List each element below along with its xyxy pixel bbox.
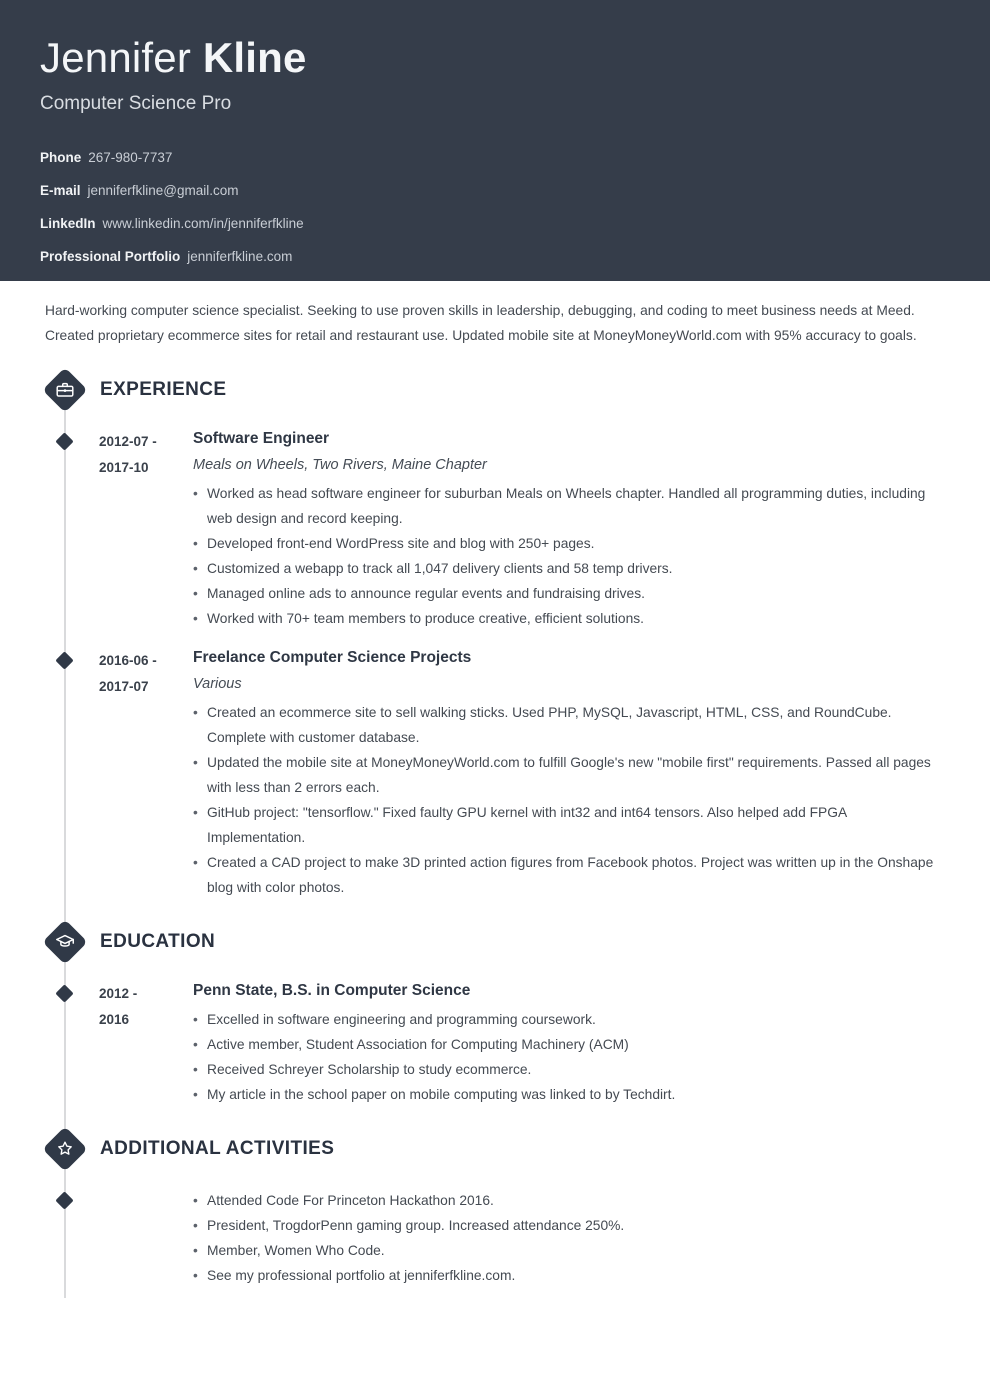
- bullet-list: [193, 481, 948, 631]
- contact-value: 267-980-7737: [88, 150, 173, 166]
- date-end: 2017-07: [99, 679, 149, 694]
- timeline-marker-icon: [55, 432, 73, 450]
- entry-body: [193, 981, 948, 1107]
- entry-dates: [99, 1188, 193, 1288]
- bullet-item: • Customized a webapp to track all 1,047 delivery clients and 58 temp drivers.: [193, 556, 948, 581]
- entry-body: [193, 648, 948, 900]
- bullet-item: • See my professional portfolio at jenniferfkline.com.: [193, 1263, 948, 1288]
- entry: [45, 981, 948, 1107]
- job-title: Computer Science Pro: [40, 93, 232, 115]
- bullet-item: • Updated the mobile site at MoneyMoneyWorld.com to fulfill Google's new "mobile first" requirements. Passed all pages with less than 2 errors each.: [193, 750, 948, 800]
- section-heading: EDUCATION: [100, 931, 216, 952]
- date-start: 2012 -: [99, 986, 138, 1001]
- bullet-item: • Excelled in software engineering and programming coursework.: [193, 1007, 948, 1032]
- graduation-cap-icon: [43, 920, 87, 964]
- section-additional-activities: [45, 1127, 948, 1288]
- contact-label: E-mail: [40, 183, 81, 199]
- entry: [45, 1188, 948, 1288]
- bullet-item: • Attended Code For Princeton Hackathon 2016.: [193, 1188, 948, 1213]
- star-icon: [43, 1127, 87, 1171]
- bullet-item: • Worked with 70+ team members to produce creative, efficient solutions.: [193, 606, 948, 631]
- entry-title: Freelance Computer Science Projects: [193, 649, 472, 666]
- timeline-marker-icon: [55, 1191, 73, 1209]
- bullet-item: • My article in the school paper on mobile computing was linked to by Techdirt.: [193, 1082, 948, 1107]
- date-start: 2012-07 -: [99, 434, 157, 449]
- bullet-list: [193, 1007, 948, 1107]
- timeline-marker-icon: [55, 984, 73, 1002]
- bullet-item: • GitHub project: "tensorflow." Fixed faulty GPU kernel with int32 and int64 tensors. Also helped add FPGA Implementation.: [193, 800, 948, 850]
- date-end: 2016: [99, 1012, 130, 1027]
- bullet-item: • Worked as head software engineer for suburban Meals on Wheels chapter. Handled all programming duties, including web design and record keeping.: [193, 481, 948, 531]
- entry-subtitle: Various: [193, 676, 242, 692]
- bullet-item: • Received Schreyer Scholarship to study ecommerce.: [193, 1057, 948, 1082]
- entry-title: Penn State, B.S. in Computer Science: [193, 982, 471, 999]
- contact-value: jenniferfkline.com: [187, 249, 293, 265]
- bullet-item: • Active member, Student Association for Computing Machinery (ACM): [193, 1032, 948, 1057]
- contact-row-phone: [40, 148, 950, 167]
- entry: [45, 429, 948, 631]
- section-heading: ADDITIONAL ACTIVITIES: [100, 1138, 335, 1159]
- contact-value: jenniferfkline@gmail.com: [87, 183, 239, 199]
- bullet-item: • President, TrogdorPenn gaming group. Increased attendance 250%.: [193, 1213, 948, 1238]
- contact-label: Phone: [40, 150, 82, 166]
- bullet-list: [193, 1188, 948, 1288]
- bullet-list: [193, 700, 948, 900]
- resume-body: [0, 298, 990, 1302]
- contact-label: LinkedIn: [40, 216, 96, 232]
- bullet-item: • Managed online ads to announce regular events and fundraising drives.: [193, 581, 948, 606]
- section-experience: [45, 368, 948, 900]
- section-education: [45, 920, 948, 1107]
- first-name: Jennifer: [40, 34, 192, 81]
- bullet-item: • Created an ecommerce site to sell walking sticks. Used PHP, MySQL, Javascript, HTML, CSS, and RoundCube. Complete with customer database.: [193, 700, 948, 750]
- person-name: [40, 36, 950, 80]
- date-end: 2017-10: [99, 460, 149, 475]
- section-header: [43, 920, 948, 964]
- timeline-marker-icon: [55, 651, 73, 669]
- entry-subtitle: Meals on Wheels, Two Rivers, Maine Chapter: [193, 457, 487, 473]
- section-header: [43, 368, 948, 412]
- timeline-sections: [45, 368, 948, 1302]
- bullet-item: • Created a CAD project to make 3D printed action figures from Facebook photos. Project was written up in the Onshape blog with color photos.: [193, 850, 948, 900]
- contact-value: www.linkedin.com/in/jenniferfkline: [102, 216, 304, 232]
- contact-row-email: [40, 181, 950, 200]
- bullet-item: • Developed front-end WordPress site and blog with 250+ pages.: [193, 531, 948, 556]
- last-name: Kline: [202, 34, 307, 81]
- summary-text: Hard-working computer science specialist. Seeking to use proven skills in leadership, debugging, and coding to meet business needs at Meed. Created proprietary ecommerce sites for retail and restaurant use. Updated mobile site at MoneyMoneyWorld.com with 95% accuracy to goals.: [45, 303, 917, 343]
- entry-body: [193, 429, 948, 631]
- entry-dates: [99, 981, 193, 1107]
- entry-dates: [99, 429, 193, 631]
- contact-row-linkedin: [40, 214, 950, 233]
- entry: [45, 648, 948, 900]
- entry-title: Software Engineer: [193, 430, 330, 447]
- header: [0, 0, 990, 281]
- date-start: 2016-06 -: [99, 653, 157, 668]
- section-header: [43, 1127, 948, 1171]
- contact-list: [40, 148, 950, 266]
- contact-label: Professional Portfolio: [40, 249, 181, 265]
- entry-body: [193, 1188, 948, 1288]
- entry-dates: [99, 648, 193, 900]
- section-heading: EXPERIENCE: [100, 379, 227, 400]
- contact-row-portfolio: [40, 247, 950, 266]
- bullet-item: • Member, Women Who Code.: [193, 1238, 948, 1263]
- briefcase-icon: [43, 368, 87, 412]
